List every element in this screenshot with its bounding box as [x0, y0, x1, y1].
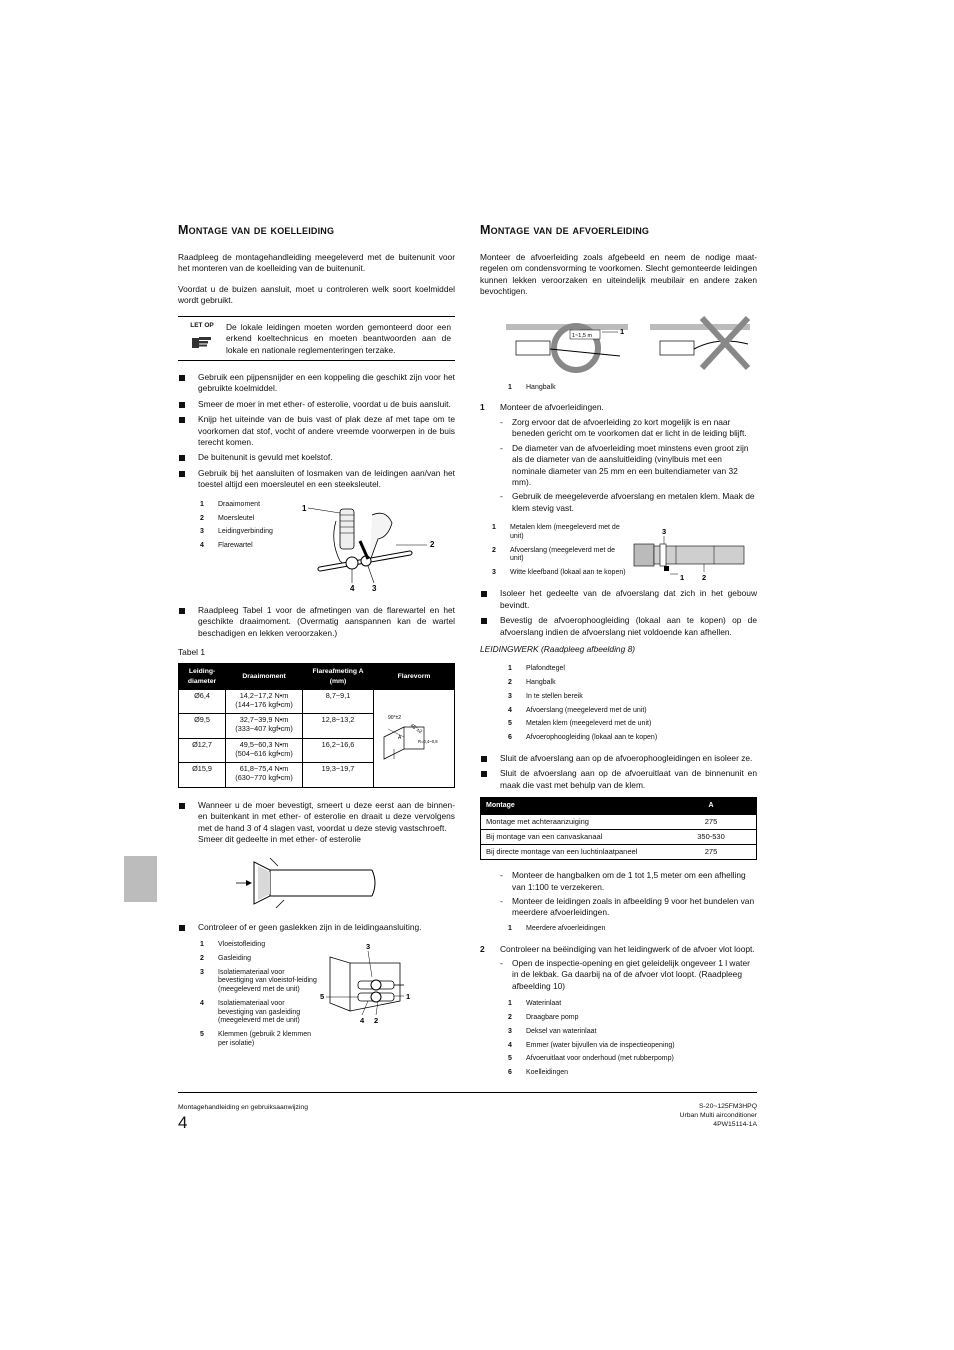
- legend-item: 4 Emmer (water bijvullen via de inspectieopening): [508, 1041, 675, 1049]
- list-item: Sluit de afvoerslang aan op de afvoerophoogleidingen en isoleer ze.: [480, 753, 757, 764]
- table-header: Flareafmeting A (mm): [303, 664, 374, 689]
- svg-text:A: A: [398, 735, 402, 742]
- legend: [508, 384, 757, 393]
- legend-item: 1 Vloeistofleiding: [200, 941, 266, 949]
- legend-item: 1 Draaimoment: [200, 500, 261, 508]
- flare-shape-cell: [374, 689, 455, 787]
- paragraph: Raadpleeg de montagehandleiding meegeleverd met de buitenunit voor het monteren van de koelleiding van de buitenunit.: [178, 252, 455, 274]
- legend-item: 2 Afvoerslang (meegeleverd met de unit): [492, 546, 616, 563]
- legend-item: 1 Waterinlaat: [508, 1000, 562, 1008]
- legend: [508, 925, 757, 934]
- legend-item: 3 Deksel van waterinlaat: [508, 1027, 597, 1035]
- list-item: Raadpleeg Tabel 1 voor de afmetingen van de flarewartel en het geschikte draaimoment. (Overmatig aanspannen kan de wartel beschadigen en lekken veroorzaken.): [178, 605, 455, 639]
- clamp-illustration: [626, 524, 756, 584]
- table-header: Draaimoment: [226, 664, 303, 689]
- svg-text:R=0,4~0,8: R=0,4~0,8: [418, 739, 438, 745]
- table-caption: Tabel 1: [178, 647, 206, 658]
- legend-item: 1 Hangbalk: [508, 383, 556, 391]
- caution-note: [178, 316, 455, 361]
- table-row: Ø12,7 49,5~60,3 N•m (504~616 kgf•cm) 16,2~16,6: [179, 738, 455, 763]
- list-item: Gebruik bij het aansluiten of losmaken van de leidingen aan/van het toestel altijd een moersleutel en een steeksleutel.: [178, 468, 455, 491]
- list-item: Wanneer u de moer bevestigt, smeert u deze eerst aan de binnen- en buitenkant in met ether- of esterolie en draait u deze vervolgens met de hand 3 of 4 slagen vast, voordat u deze stevig vastschroeft. Smeer dit gedeelte in met ether- of esterolie: [178, 800, 455, 846]
- model-info: S-20~125FM3HPQ Urban Multi airconditioner 4PW15114-1A: [679, 1103, 757, 1128]
- bullet-list: [480, 588, 757, 638]
- pointing-hand-icon: [191, 335, 213, 349]
- list-item: - Gebruik de meegeleverde afvoerslang en metalen klem. Maak de klem stevig vast.: [500, 491, 757, 514]
- figure-reference: LEIDINGWERK (Raadpleeg afbeelding 8): [480, 643, 636, 654]
- legend-item: 3 Isolatiemateriaal voor bevestiging van vloeistof-leiding (meegeleverd met de unit): [200, 968, 317, 994]
- table-row: Ø15,9 61,8~75,4 N•m (630~770 kgf•cm) 19,3~19,7: [179, 763, 455, 788]
- dash-list: [480, 870, 757, 919]
- table-row: Ø6,4 14,2~17,2 N•m (144~176 kgf•cm) 8,7~9,1 90°±2 45°±2 A R=0,4~0,8: [179, 689, 455, 714]
- list-item: De buitenunit is gevuld met koelstof.: [178, 452, 455, 463]
- legend: [508, 665, 757, 743]
- flare-table: [178, 663, 455, 787]
- legend-item: 6 Koelleidingen: [508, 1069, 569, 1077]
- bullet-list: [178, 372, 455, 491]
- page-number: 4: [178, 1113, 188, 1132]
- legend-item: 6 Afvoerophoogleiding (lokaal aan te kopen): [508, 734, 658, 742]
- svg-text:1: 1: [302, 503, 307, 513]
- paragraph: Monteer de afvoerleiding zoals afgebeeld en neem de nodige maat-regelen om condensvorming te voorkomen. Slecht gemonteerde leidingen kunnen lekken veroorzaken en uiteindelijk meubilair en andere zaken bevochtigen.: [480, 252, 757, 297]
- list-item: - Open de inspectie-opening en giet geleidelijk ongeveer 1 l water in de lekbak. Ga daarbij na of de afvoer vlot loopt. (Raadpleeg afbeelding 10): [500, 958, 757, 992]
- flare-shape-diagram: [374, 697, 454, 777]
- manual-title: Montagehandleiding en gebruiksaanwijzing: [178, 1104, 308, 1111]
- list-item: - Zorg ervoor dat de afvoerleiding zo kort mogelijk is en naar beneden gericht om te voorkomen dat er licht in de leiding blijft.: [500, 417, 757, 440]
- dash-list: [480, 958, 757, 992]
- left-column: [178, 222, 455, 1054]
- page-footer: [178, 1092, 757, 1132]
- legend-item: 1 Plafondtegel: [508, 665, 565, 673]
- caution-text: De lokale leidingen moeten worden gemonteerd door een erkend koeltechnicus en moeten beantwoorden aan de lokale en nationale reglementeringen terzake.: [226, 321, 451, 355]
- svg-text:3: 3: [372, 583, 377, 593]
- table-row: Ø9,5 32,7~39,9 N•m (333~407 kgf•cm) 12,8~13,2: [179, 714, 455, 739]
- legend-item: 4 Flarewartel: [200, 542, 253, 549]
- right-column: [480, 222, 757, 1083]
- list-item: Bevestig de afvoerophoogleiding (lokaal aan te kopen) op de afvoerslang indien de afvoerslang niet voldoende kan afhellen.: [480, 615, 757, 638]
- table-header: Montage: [481, 798, 667, 815]
- section-title-koelleiding: Montage van de koelleiding: [178, 223, 335, 237]
- legend: [492, 524, 626, 583]
- list-item: - Monteer de hangbalken om de 1 tot 1,5 meter om een afhelling van 1:100 te verzekeren.: [500, 870, 757, 893]
- section-tab: [124, 856, 157, 902]
- drain-slope-illustration: [480, 316, 757, 376]
- legend-item: 2 Moersleutel: [200, 514, 255, 522]
- svg-text:5: 5: [320, 992, 325, 1002]
- legend-item: 5 Afvoeruitlaat voor onderhoud (met rubberpomp): [508, 1055, 674, 1063]
- table-header: A: [666, 798, 757, 815]
- table-header: Leiding-diameter: [179, 664, 226, 689]
- dash-list: [480, 417, 757, 514]
- list-item: - Monteer de leidingen zoals in afbeelding 9 voor het bundelen van meerdere afvoerleidingen.: [500, 896, 757, 919]
- legend-item: 4 Afvoerslang (meegeleverd met de unit): [508, 706, 647, 714]
- wrench-illustration: [300, 501, 445, 593]
- paragraph: Voordat u de buizen aansluit, moet u controleren welk soort koelmiddel wordt gebruikt.: [178, 283, 455, 306]
- legend-item: 1 Metalen klem (meegeleverd met de unit): [492, 524, 620, 540]
- svg-text:2: 2: [374, 1016, 379, 1026]
- legend: [508, 1000, 757, 1078]
- svg-text:1: 1: [620, 326, 625, 336]
- legend-item: 2 Gasleiding: [200, 954, 252, 962]
- section-title-afvoerleiding: Montage van de afvoerleiding: [480, 223, 650, 237]
- legend-item: 3 In te stellen bereik: [508, 692, 583, 700]
- list-item: Isoleer het gedeelte van de afvoerslang dat zich in het gebouw bevindt.: [480, 588, 757, 611]
- list-item: - De diameter van de afvoerleiding moet minstens even groot zijn als de diameter van de aansluitleiding (vinylbuis met een nominale diameter van 25 mm en een buitendiameter van 32 mm).: [500, 443, 757, 489]
- step: 2 Controleer na beëindiging van het leidingwerk of de afvoer vlot loopt.: [480, 943, 755, 954]
- list-item: Smeer de moer in met ether- of esterolie, voordat u de buis aansluit.: [178, 399, 455, 410]
- legend-item: 4 Isolatiemateriaal voor bevestiging van gasleiding (meegeleverd met de unit): [200, 999, 301, 1025]
- svg-text:1: 1: [680, 573, 685, 583]
- legend: [200, 941, 320, 1054]
- svg-text:90°±2: 90°±2: [388, 715, 402, 722]
- legend-item: 5 Metalen klem (meegeleverd met de unit): [508, 720, 652, 728]
- legend-item: 2 Draagbare pomp: [508, 1014, 579, 1022]
- list-item: Sluit de afvoerslang aan op de afvoeruitlaat van de binnenunit en maak die vast met behulp van de klem.: [480, 768, 757, 791]
- legend-item: 5 Klemmen (gebruik 2 klemmen per isolatie): [200, 1031, 311, 1047]
- svg-text:45°±2: 45°±2: [408, 722, 424, 736]
- table-row: Bij directe montage van een luchtinlaatpaneel 275: [481, 845, 757, 860]
- bullet-list: [480, 753, 757, 791]
- insulation-illustration: [320, 941, 430, 1037]
- svg-text:1~1,5 m: 1~1,5 m: [572, 332, 593, 339]
- svg-text:1: 1: [406, 992, 411, 1002]
- legend-item: 1 Meerdere afvoerleidingen: [508, 924, 606, 932]
- table-row: Montage met achteraanzuiging 275: [481, 814, 757, 829]
- svg-text:3: 3: [366, 942, 371, 952]
- svg-text:4: 4: [350, 583, 355, 593]
- clamp-figure: [492, 524, 757, 584]
- legend-item: 2 Hangbalk: [508, 679, 556, 687]
- flare-nut-illustration: [236, 852, 436, 914]
- insulation-figure: [200, 941, 455, 1054]
- svg-text:2: 2: [702, 573, 707, 583]
- svg-text:2: 2: [430, 539, 435, 549]
- list-item: Gebruik een pijpensnijder en een koppeling die geschikt zijn voor het gebruikte koelmiddel.: [178, 372, 455, 395]
- table-row: Bij montage van een canvaskanaal 350-530: [481, 829, 757, 844]
- legend: [200, 501, 300, 556]
- legend-item: 3 Witte kleefband (lokaal aan te kopen): [492, 569, 626, 577]
- svg-text:4: 4: [360, 1016, 365, 1026]
- svg-text:3: 3: [662, 527, 667, 537]
- list-item: Controleer of er geen gaslekken zijn in de leidingaansluiting.: [178, 922, 455, 933]
- legend-item: 3 Leidingverbinding: [200, 528, 273, 536]
- caution-label: LET OP: [190, 321, 214, 329]
- montage-table: [480, 797, 757, 860]
- step: 1 Monteer de afvoerleidingen.: [480, 402, 604, 413]
- table-header: Flarevorm: [374, 664, 455, 689]
- list-item: Knijp het uiteinde van de buis vast of plak deze af met tape om te voorkomen dat stof, vocht of andere vreemde voorwerpen in de buis terecht komen.: [178, 414, 455, 448]
- wrench-figure: [200, 501, 455, 593]
